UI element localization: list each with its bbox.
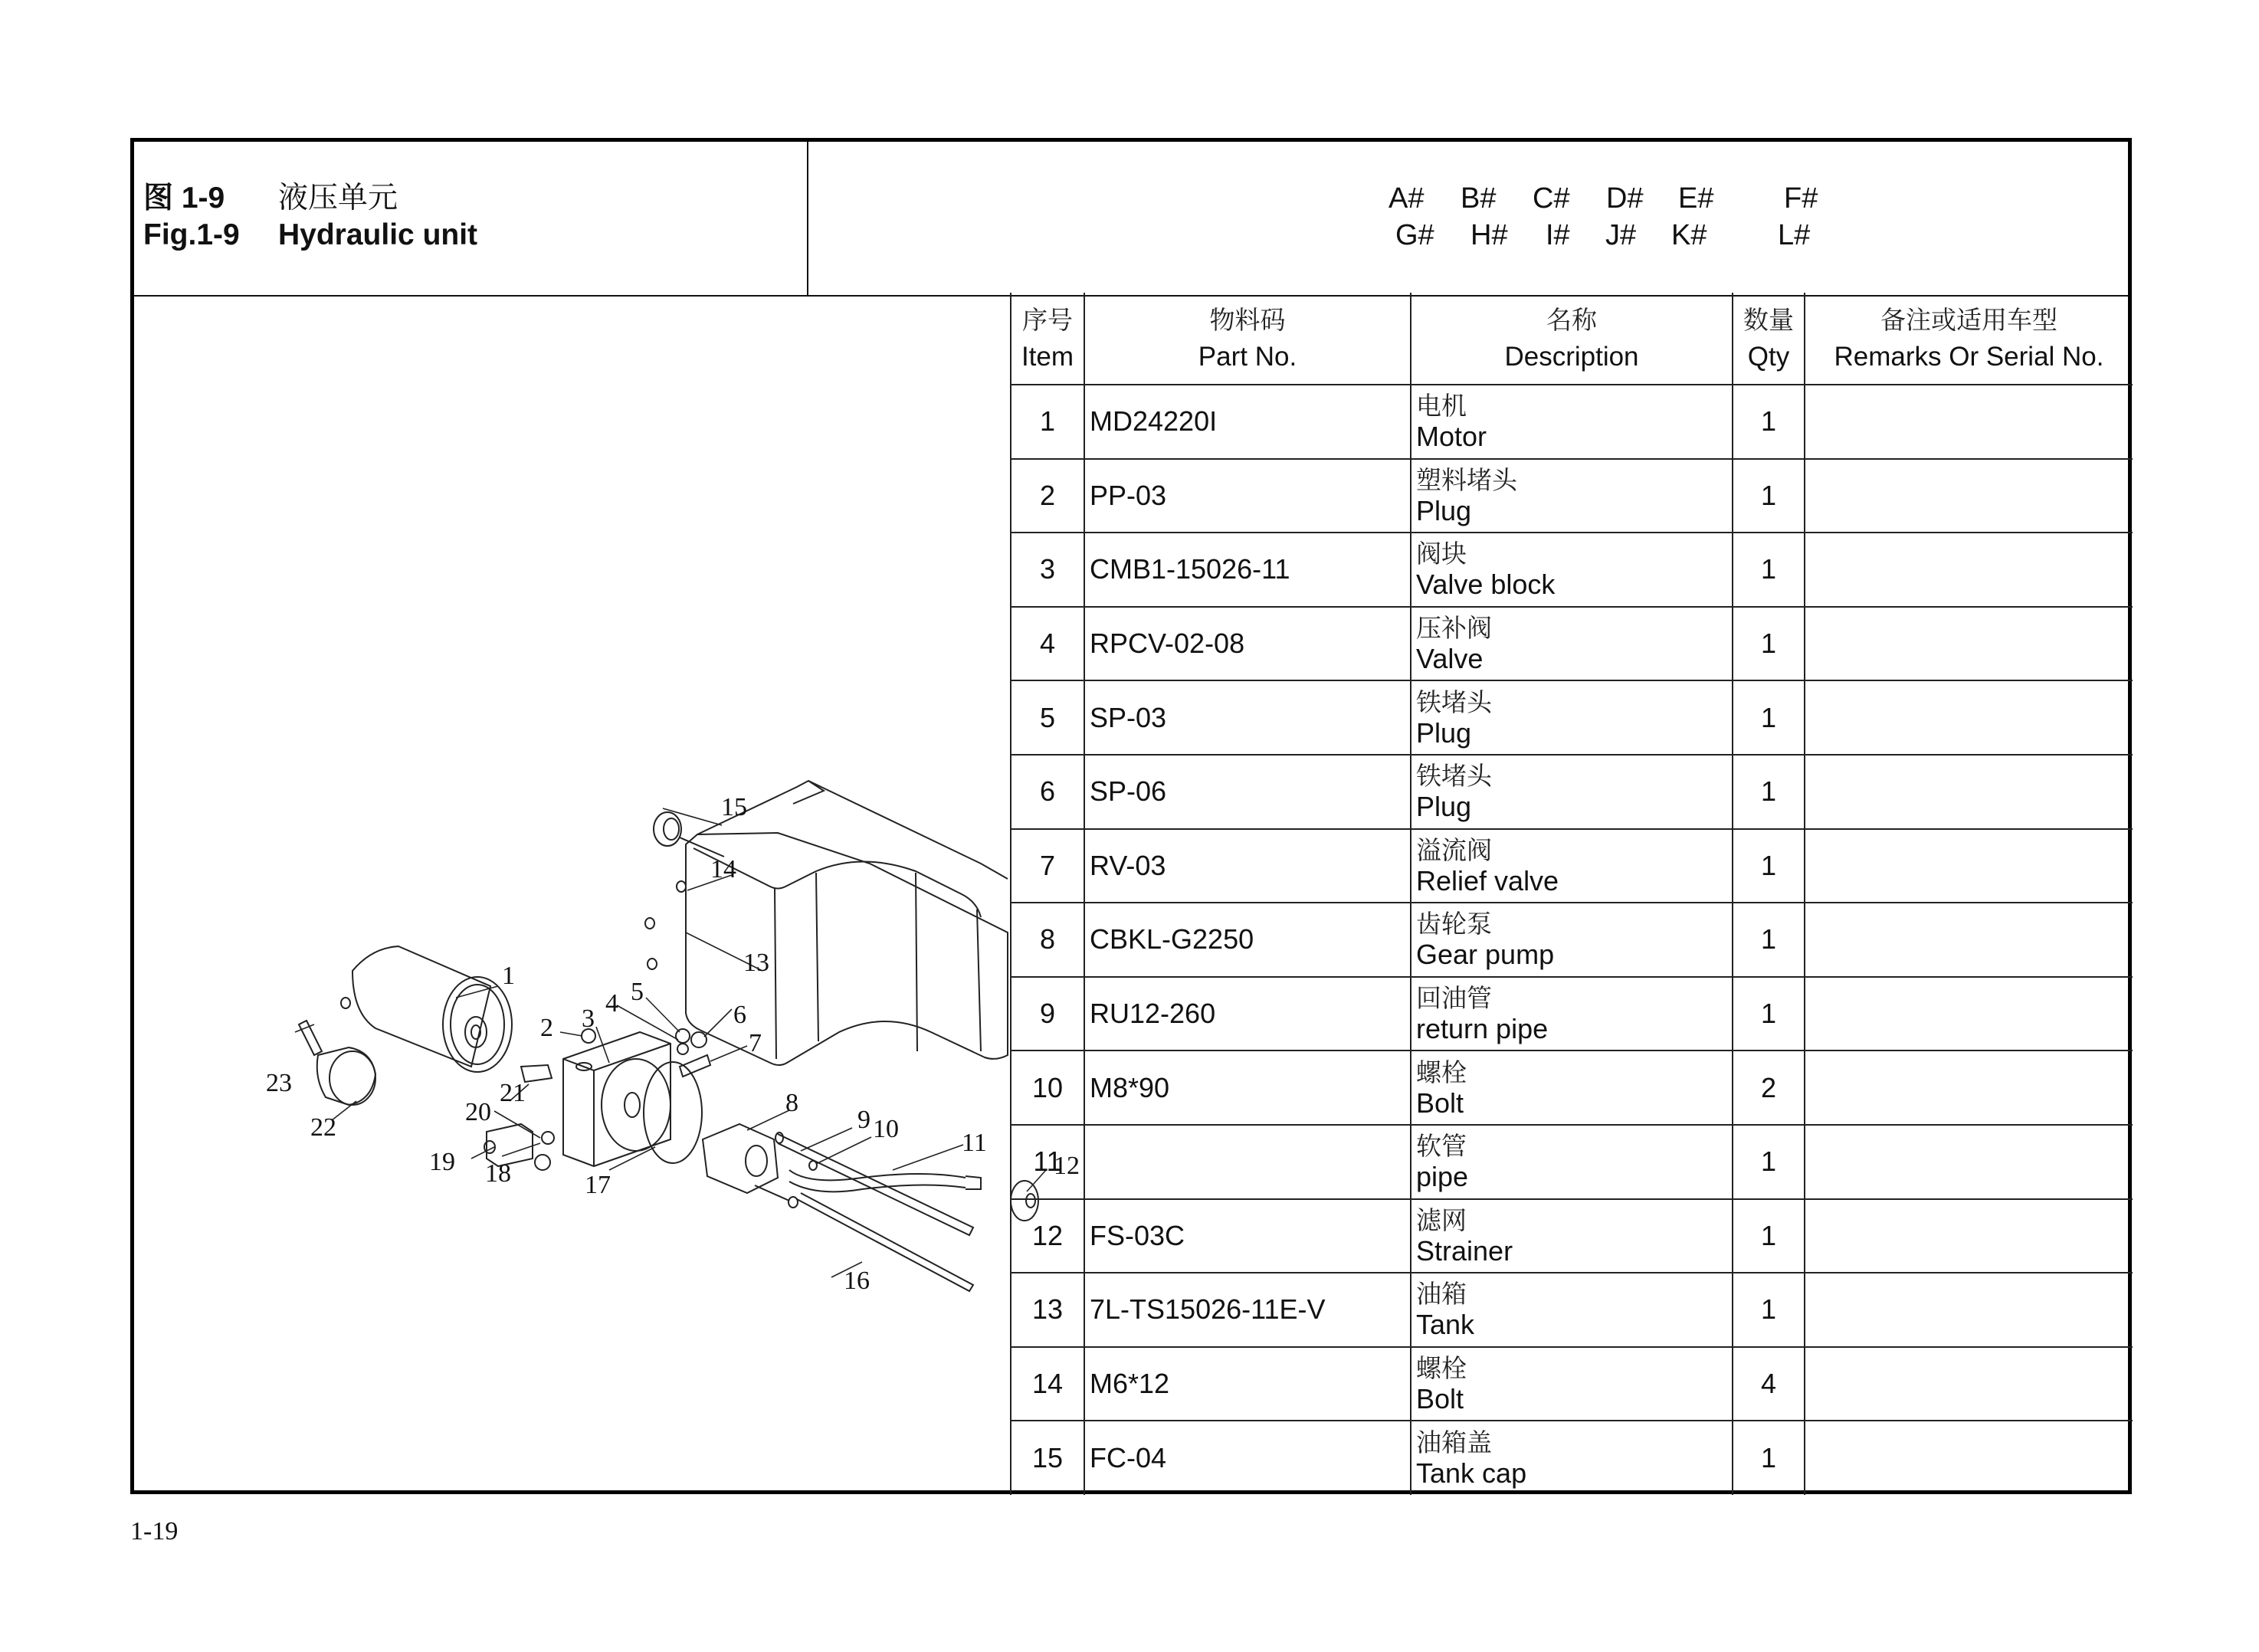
callout-16: 16 [844, 1267, 870, 1295]
quantity: 2 [1733, 1051, 1805, 1125]
quantity: 1 [1733, 977, 1805, 1051]
column-header-description: 名称 Description [1411, 293, 1733, 385]
quantity: 1 [1733, 903, 1805, 977]
column-header-part-no: 物料码 Part No. [1084, 293, 1411, 385]
callout-11: 11 [962, 1129, 987, 1157]
quantity: 1 [1733, 755, 1805, 829]
description: 铁堵头 Plug [1411, 680, 1733, 755]
part-number: CBKL-G2250 [1084, 903, 1411, 977]
model-code: C# [1533, 182, 1570, 215]
item-number: 4 [1011, 607, 1084, 681]
quantity: 1 [1733, 1125, 1805, 1199]
model-code: J# [1605, 219, 1637, 251]
item-number: 1 [1011, 385, 1084, 459]
model-code: D# [1606, 182, 1644, 215]
remarks [1805, 1421, 2133, 1495]
part-number: CMB1-15026-11 [1084, 533, 1411, 607]
model-code: A# [1389, 182, 1425, 215]
figure-title-en [143, 218, 477, 252]
description: 螺栓 Bolt [1411, 1051, 1733, 1125]
column-header-qty: 数量 Qty [1733, 293, 1805, 385]
callout-22: 22 [310, 1113, 336, 1142]
item-number: 3 [1011, 533, 1084, 607]
table-row [1011, 607, 2133, 681]
description: 铁堵头 Plug [1411, 755, 1733, 829]
figure-name-en: Hydraulic unit [278, 218, 478, 251]
part-number: MD24220I [1084, 385, 1411, 459]
item-number: 6 [1011, 755, 1084, 829]
parts-list-table [1010, 293, 2133, 1495]
figure-number-en: Fig.1-9 [143, 218, 240, 251]
remarks [1805, 1273, 2133, 1347]
table-row [1011, 385, 2133, 459]
remarks [1805, 533, 2133, 607]
item-number: 8 [1011, 903, 1084, 977]
description: 软管 pipe [1411, 1125, 1733, 1199]
description: 阀块 Valve block [1411, 533, 1733, 607]
remarks [1805, 1347, 2133, 1421]
description: 电机 Motor [1411, 385, 1733, 459]
item-number: 5 [1011, 680, 1084, 755]
table-row [1011, 755, 2133, 829]
table-row [1011, 1199, 2133, 1273]
part-number: M8*90 [1084, 1051, 1411, 1125]
quantity: 1 [1733, 385, 1805, 459]
table-row [1011, 1347, 2133, 1421]
item-number: 2 [1011, 459, 1084, 533]
callout-23: 23 [266, 1069, 292, 1097]
remarks [1805, 903, 2133, 977]
quantity: 1 [1733, 1199, 1805, 1273]
remarks [1805, 829, 2133, 903]
callout-17: 17 [585, 1171, 611, 1199]
callout-18: 18 [485, 1159, 511, 1188]
item-number: 11 [1011, 1125, 1084, 1199]
model-code: L# [1778, 219, 1811, 251]
model-code: H# [1470, 219, 1508, 251]
callout-15: 15 [721, 793, 747, 821]
parts-sheet-frame [130, 138, 2132, 1494]
model-code: B# [1461, 182, 1497, 215]
table-row [1011, 1273, 2133, 1347]
item-number: 12 [1011, 1199, 1084, 1273]
item-number: 7 [1011, 829, 1084, 903]
quantity: 1 [1733, 1421, 1805, 1495]
model-codes-block [808, 142, 2128, 297]
remarks [1805, 680, 2133, 755]
figure-number-cn: 图 1-9 [143, 182, 225, 215]
remarks [1805, 1051, 2133, 1125]
column-header-item: 序号 Item [1011, 293, 1084, 385]
description: 螺栓 Bolt [1411, 1347, 1733, 1421]
remarks [1805, 1125, 2133, 1199]
callout-20: 20 [465, 1098, 491, 1126]
quantity: 1 [1733, 533, 1805, 607]
model-code: G# [1395, 219, 1434, 251]
part-number [1084, 1125, 1411, 1199]
callout-5: 5 [631, 978, 644, 1006]
callout-6: 6 [733, 1001, 746, 1029]
callout-13: 13 [743, 949, 769, 977]
description: 回油管 return pipe [1411, 977, 1733, 1051]
item-number: 9 [1011, 977, 1084, 1051]
table-row [1011, 533, 2133, 607]
quantity: 1 [1733, 607, 1805, 681]
table-row [1011, 459, 2133, 533]
table-row [1011, 1421, 2133, 1495]
quantity: 1 [1733, 829, 1805, 903]
quantity: 1 [1733, 680, 1805, 755]
callout-10: 10 [873, 1115, 899, 1143]
callout-14: 14 [710, 855, 736, 883]
table-row [1011, 829, 2133, 903]
part-number: 7L-TS15026-11E-V [1084, 1273, 1411, 1347]
part-number: M6*12 [1084, 1347, 1411, 1421]
remarks [1805, 385, 2133, 459]
item-number: 10 [1011, 1051, 1084, 1125]
remarks [1805, 977, 2133, 1051]
table-row [1011, 903, 2133, 977]
figure-name-cn: 液压单元 [278, 181, 398, 215]
table-row [1011, 680, 2133, 755]
item-number: 14 [1011, 1347, 1084, 1421]
part-number: RPCV-02-08 [1084, 607, 1411, 681]
callout-19: 19 [429, 1148, 455, 1176]
model-code: E# [1678, 182, 1714, 215]
callout-1: 1 [502, 962, 515, 990]
remarks [1805, 607, 2133, 681]
page-number: 1-19 [130, 1517, 179, 1545]
description: 塑料堵头 Plug [1411, 459, 1733, 533]
callout-7: 7 [749, 1029, 762, 1057]
part-number: SP-06 [1084, 755, 1411, 829]
part-number: FC-04 [1084, 1421, 1411, 1495]
callout-12: 12 [1054, 1152, 1080, 1180]
figure-title-cn [143, 182, 398, 215]
item-number: 13 [1011, 1273, 1084, 1347]
description: 溢流阀 Relief valve [1411, 829, 1733, 903]
part-number: SP-03 [1084, 680, 1411, 755]
remarks [1805, 459, 2133, 533]
callout-21: 21 [500, 1079, 526, 1107]
model-code: K# [1671, 219, 1707, 251]
table-row [1011, 977, 2133, 1051]
part-number: PP-03 [1084, 459, 1411, 533]
table-header-row [1011, 293, 2133, 385]
quantity: 1 [1733, 1273, 1805, 1347]
part-number: RV-03 [1084, 829, 1411, 903]
callout-4: 4 [605, 989, 618, 1018]
table-row [1011, 1125, 2133, 1199]
remarks [1805, 755, 2133, 829]
callout-3: 3 [582, 1005, 595, 1033]
quantity: 4 [1733, 1347, 1805, 1421]
item-number: 15 [1011, 1421, 1084, 1495]
part-number: FS-03C [1084, 1199, 1411, 1273]
description: 滤网 Strainer [1411, 1199, 1733, 1273]
model-code: F# [1784, 182, 1818, 215]
remarks [1805, 1199, 2133, 1273]
description: 油箱盖 Tank cap [1411, 1421, 1733, 1495]
description: 齿轮泵 Gear pump [1411, 903, 1733, 977]
column-header-remarks: 备注或适用车型 Remarks Or Serial No. [1805, 293, 2133, 385]
model-code: I# [1546, 219, 1570, 251]
callout-9: 9 [857, 1106, 870, 1134]
callout-2: 2 [540, 1014, 553, 1042]
table-row [1011, 1051, 2133, 1125]
part-number: RU12-260 [1084, 977, 1411, 1051]
quantity: 1 [1733, 459, 1805, 533]
callout-8: 8 [785, 1089, 798, 1117]
description: 油箱 Tank [1411, 1273, 1733, 1347]
figure-title-block [134, 142, 808, 297]
description: 压补阀 Valve [1411, 607, 1733, 681]
